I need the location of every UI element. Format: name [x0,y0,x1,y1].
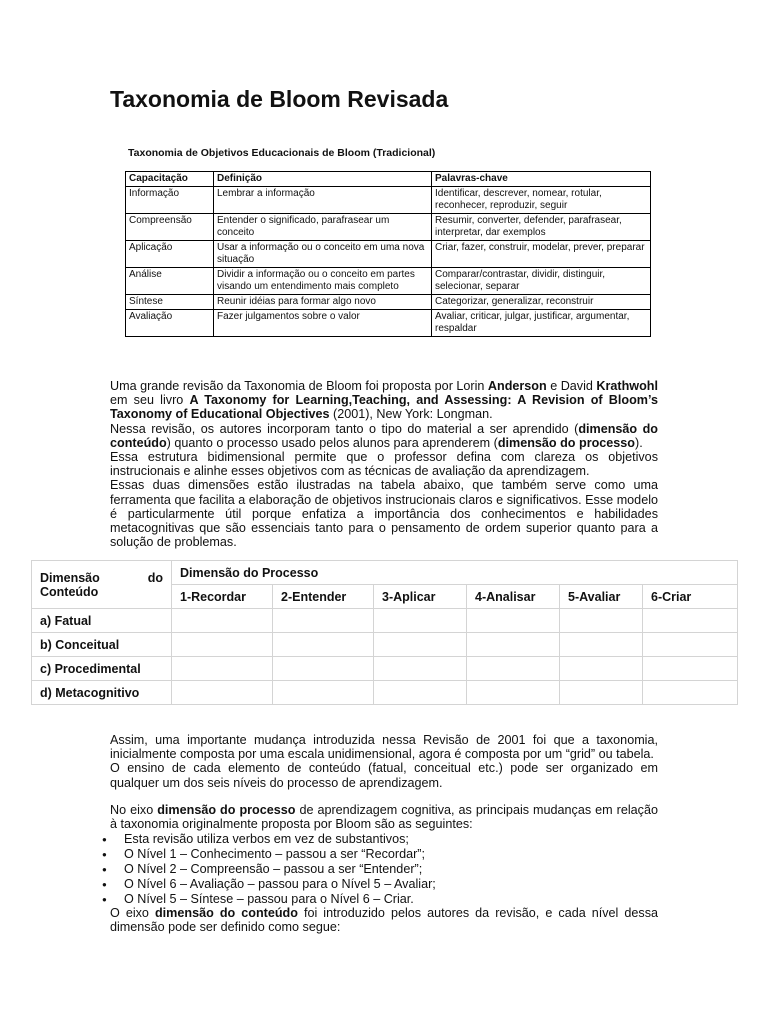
table-cell: Entender o significado, parafrasear um conceito [214,214,432,241]
table-row [126,268,651,295]
table-cell: Avaliação [126,310,214,337]
content-paragraph: O eixo dimensão do conteúdo foi introduzido pelos autores da revisão, e cada nível dessa dimensão pode ser definido como segue: [110,906,658,935]
table-row [126,310,651,337]
table-cell: Aplicação [126,241,214,268]
table-row [126,295,651,310]
page-title: Taxonomia de Bloom Revisada [110,86,449,112]
col-analisar: 4-Analisar [467,585,560,609]
table1-title: Taxonomia de Objetivos Educacionais de Bloom (Tradicional) [128,147,436,159]
row-conceitual: b) Conceitual [32,633,172,657]
list-item: ● O Nível 6 – Avaliação – passou para o Nível 5 – Avaliar; [104,877,436,892]
table-cell: Lembrar a informação [214,187,432,214]
author-krathwohl: Krathwohl [596,379,658,393]
table-cell: Avaliar, criticar, julgar, justificar, argumentar, respaldar [432,310,651,337]
header-palavras-chave: Palavras-chave [432,172,651,187]
table-cell: Identificar, descrever, nomear, rotular, reconhecer, reproduzir, seguir [432,187,651,214]
dim-processo-header: Dimensão do Processo [172,561,738,585]
table-cell: Compreensão [126,214,214,241]
list-item: ● O Nível 2 – Compreensão – passou a ser “Entender”; [104,862,436,877]
table-row [32,681,738,705]
table-cell: Usar a informação ou o conceito em uma nova situação [214,241,432,268]
table-cell: Reunir idéias para formar algo novo [214,295,432,310]
table-cell: Criar, fazer, construir, modelar, prever, preparar [432,241,651,268]
dim-conteudo-header: Dimensão do Conteúdo [32,561,172,609]
header-definicao: Definição [214,172,432,187]
col-criar: 6-Criar [643,585,738,609]
col-avaliar: 5-Avaliar [560,585,643,609]
bloom-traditional-table [125,171,651,337]
col-entender: 2-Entender [273,585,374,609]
table-row [32,657,738,681]
table-row [32,609,738,633]
table-cell: Síntese [126,295,214,310]
table-row [126,241,651,268]
row-metacognitivo: d) Metacognitivo [32,681,172,705]
table-header-row [126,172,651,187]
header-capacitacao: Capacitação [126,172,214,187]
table-cell: Dividir a informação ou o conceito em partes visando um entendimento mais completo [214,268,432,295]
col-aplicar: 3-Aplicar [374,585,467,609]
row-procedimental: c) Procedimental [32,657,172,681]
dimensions-table [31,560,738,705]
col-recordar: 1-Recordar [172,585,273,609]
changes-list [104,832,436,907]
list-item: ● O Nível 1 – Conhecimento – passou a ser “Recordar”; [104,847,436,862]
table-cell: Análise [126,268,214,295]
process-paragraph: No eixo dimensão do processo de aprendizagem cognitiva, as principais mudanças em relação à taxonomia originalmente proposta por Bloom são as seguintes: [110,803,658,832]
list-item: ● Esta revisão utiliza verbos em vez de substantivos; [104,832,436,847]
row-fatual: a) Fatual [32,609,172,633]
table-row [32,633,738,657]
table-cell: Fazer julgamentos sobre o valor [214,310,432,337]
list-item: ● O Nível 5 – Síntese – passou para o Nível 6 – Criar. [104,892,436,907]
table-cell: Resumir, converter, defender, parafrasear, interpretar, dar exemplos [432,214,651,241]
table-row [126,187,651,214]
book-title: A Taxonomy for Learning,Teaching, and Assessing: A Revision of Bloom’s Taxonomy of Educational Objectives [110,393,659,422]
table-cell: Categorizar, generalizar, reconstruir [432,295,651,310]
revision-paragraph: Assim, uma importante mudança introduzida nessa Revisão de 2001 foi que a taxonomia, inicialmente composta por uma escala unidimensional, agora é composta por um “grid” ou tabela. O ensino de cada elemento de conteúdo (fatual, conceitual etc.) pode ser organizado em qualquer um dos seis níveis do processo de aprendizagem. [110,733,658,790]
table-cell: Informação [126,187,214,214]
table-row [126,214,651,241]
author-anderson: Anderson [487,379,547,393]
table-cell: Comparar/contrastar, dividir, distinguir, selecionar, separar [432,268,651,295]
intro-paragraph: Uma grande revisão da Taxonomia de Bloom foi proposta por Lorin Anderson e David Krathwohl em seu livro A Taxonomy for Learning,Teaching, and Assessing: A Revision of Bloom’s Taxonomy of Educational Objectives (2001), New York: Longman. Nessa revisão, os autores incorporam tanto o tipo do material a ser aprendido (dimensão do conteúdo) quanto o processo usado pelos alunos para aprenderem (dimensão do processo). Essa estrutura bidimensional permite que o professor defina com clareza os objetivos instrucionais e alinhe esses objetivos com as técnicas de avaliação da aprendizagem. Essas duas dimensões estão ilustradas na tabela abaixo, que também serve como uma ferramenta que facilita a elaboração de objetivos instrucionais claros e significativos. Esse modelo é particularmente útil porque enfatiza a importância dos conhecimentos e habilidades metacognitivas que são essenciais tanto para o pensamento de ordem superior quanto para a solução de problemas. [110,379,659,550]
